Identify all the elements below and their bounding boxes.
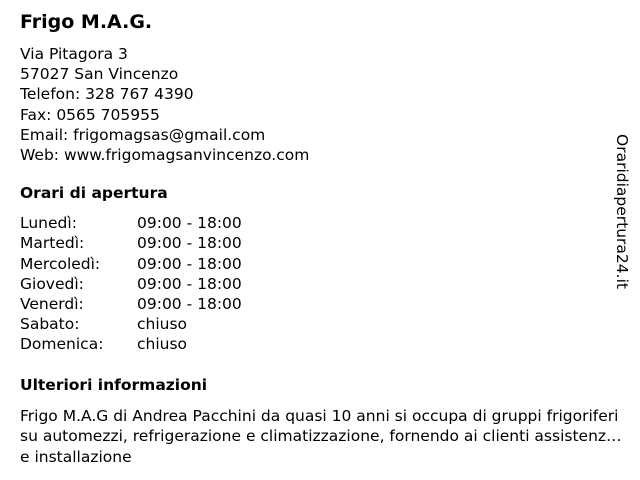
phone-line[interactable]: Telefon: 328 767 4390 [20, 85, 194, 104]
day-label: Mercoledì: [20, 254, 101, 273]
hours-row [20, 254, 242, 274]
web-line[interactable]: Web: www.frigomagsanvincenzo.com [20, 146, 310, 165]
day-label: Giovedì: [20, 274, 84, 293]
city-line: 57027 San Vincenzo [20, 65, 179, 84]
hours-row [20, 334, 242, 354]
hours-value: chiuso [137, 315, 188, 334]
hours-row [20, 274, 242, 294]
further-info-heading: Ulteriori informazioni [20, 375, 208, 394]
hours-value: 09:00 - 18:00 [137, 214, 242, 233]
address-line: Via Pitagora 3 [20, 45, 128, 63]
email-line[interactable]: Email: frigomagsas@gmail.com [20, 125, 266, 144]
site-watermark: Oraridiapertura24.it [613, 134, 631, 289]
hours-row [20, 314, 242, 334]
opening-hours-heading: Orari di apertura [20, 184, 168, 203]
hours-value: chiuso [137, 335, 188, 354]
business-card [20, 10, 632, 466]
business-name: Frigo M.A.G. [20, 11, 153, 33]
hours-row [20, 294, 242, 314]
further-info-text: Frigo M.A.G di Andrea Pacchini da quasi 10 anni si occupa di gruppi frigoriferi su automezzi, refrigerazione e climatizzazione, fornendo ai clienti assistenza e installazione [20, 406, 619, 466]
day-label: Venerdì: [20, 295, 84, 314]
opening-hours-table [20, 213, 242, 354]
day-label: Martedì: [20, 234, 85, 253]
contact-block [20, 44, 632, 165]
hours-row [20, 233, 242, 253]
hours-value: 09:00 - 18:00 [137, 234, 242, 253]
hours-value: 09:00 - 18:00 [137, 295, 242, 314]
hours-row [20, 213, 242, 233]
day-label: Sabato: [20, 315, 80, 334]
fax-line: Fax: 0565 705955 [20, 105, 160, 124]
day-label: Lunedì: [20, 214, 77, 233]
hours-value: 09:00 - 18:00 [137, 274, 242, 293]
hours-value: 09:00 - 18:00 [137, 254, 242, 273]
day-label: Domenica: [20, 335, 104, 354]
